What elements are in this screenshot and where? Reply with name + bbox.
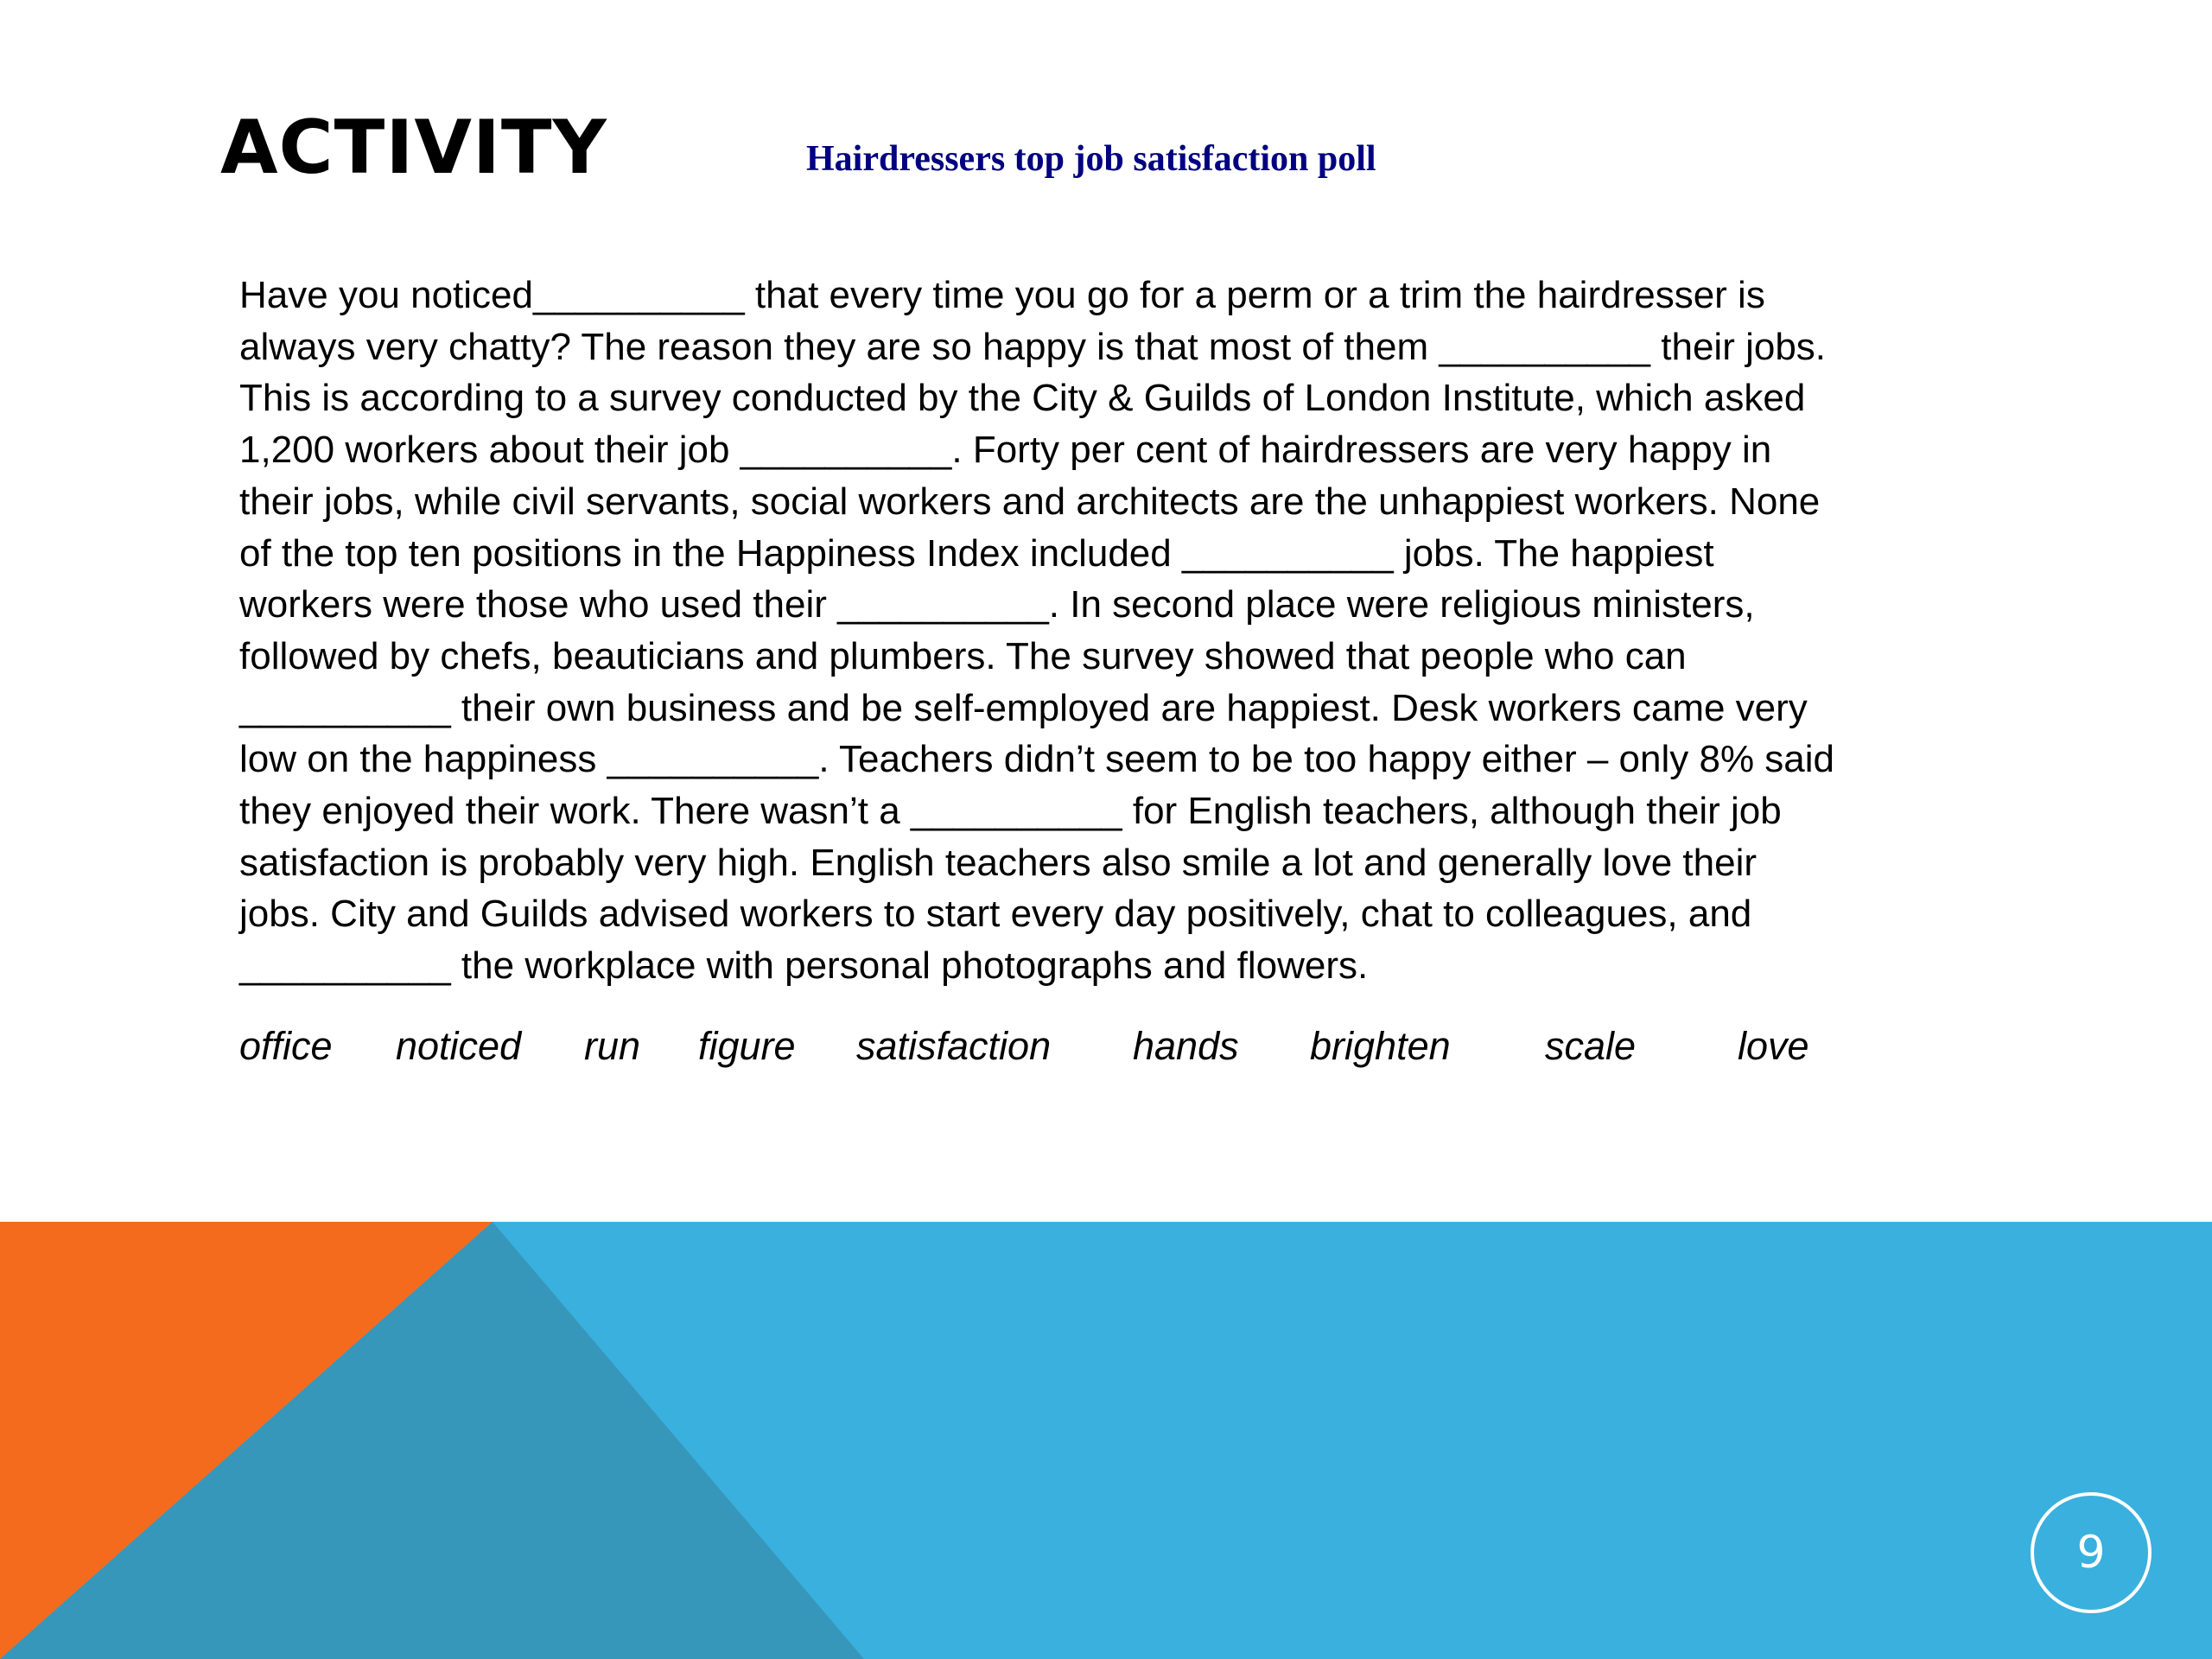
passage-line: always very chatty? The reason they are so happy is that most of them __________ their jobs. (239, 325, 1827, 368)
word-bank-item: office (239, 1024, 333, 1068)
word-bank-item: hands (1133, 1024, 1239, 1068)
word-bank-item: scale (1545, 1024, 1637, 1068)
slide-number-badge: 9 (2031, 1492, 2152, 1613)
word-bank (239, 1024, 1881, 1076)
passage-line: their jobs, while civil servants, social workers and architects are the unhappiest workers. None (239, 480, 1821, 523)
passage-line: of the top ten positions in the Happiness Index included __________ jobs. The happiest (239, 531, 1714, 575)
article-title: Hairdressers top job satisfaction poll (806, 139, 1376, 179)
word-bank-item: satisfaction (856, 1024, 1052, 1068)
slide-title: ACTIVITY (220, 105, 607, 191)
passage-line: 1,200 workers about their job __________. Forty per cent of hairdressers are very happy in (239, 429, 1772, 472)
cloze-passage (239, 270, 1967, 992)
passage-line: workers were those who used their __________. In second place were religious ministers, (239, 583, 1755, 626)
passage-line: Have you noticed__________ that every time you go for a perm or a trim the hairdresser is (239, 274, 1765, 316)
word-bank-item: love (1738, 1024, 1809, 1068)
passage-line: they enjoyed their work. There wasn’t a __________ for English teachers, although their job (239, 790, 1782, 833)
word-bank-item: brighten (1310, 1024, 1451, 1068)
passage-line: __________ the workplace with personal photographs and flowers. (239, 944, 1369, 988)
word-bank-item: noticed (396, 1024, 522, 1068)
passage-line: jobs. City and Guilds advised workers to start every day positively, chat to colleagues, and (239, 893, 1752, 936)
passage-line: satisfaction is probably very high. English teachers also smile a lot and generally love their (239, 841, 1758, 884)
passage-line: This is according to a survey conducted by the City & Guilds of London Institute, which asked (239, 377, 1806, 420)
word-bank-item: run (584, 1024, 641, 1068)
word-bank-item: figure (698, 1024, 796, 1068)
passage-line: low on the happiness __________. Teachers didn’t seem to be too happy either – only 8% said (239, 738, 1835, 781)
passage-line: __________ their own business and be self-employed are happiest. Desk workers came very (239, 686, 1808, 729)
passage-line: followed by chefs, beauticians and plumbers. The survey showed that people who can (239, 634, 1687, 677)
decorative-banner (0, 1222, 2212, 1659)
